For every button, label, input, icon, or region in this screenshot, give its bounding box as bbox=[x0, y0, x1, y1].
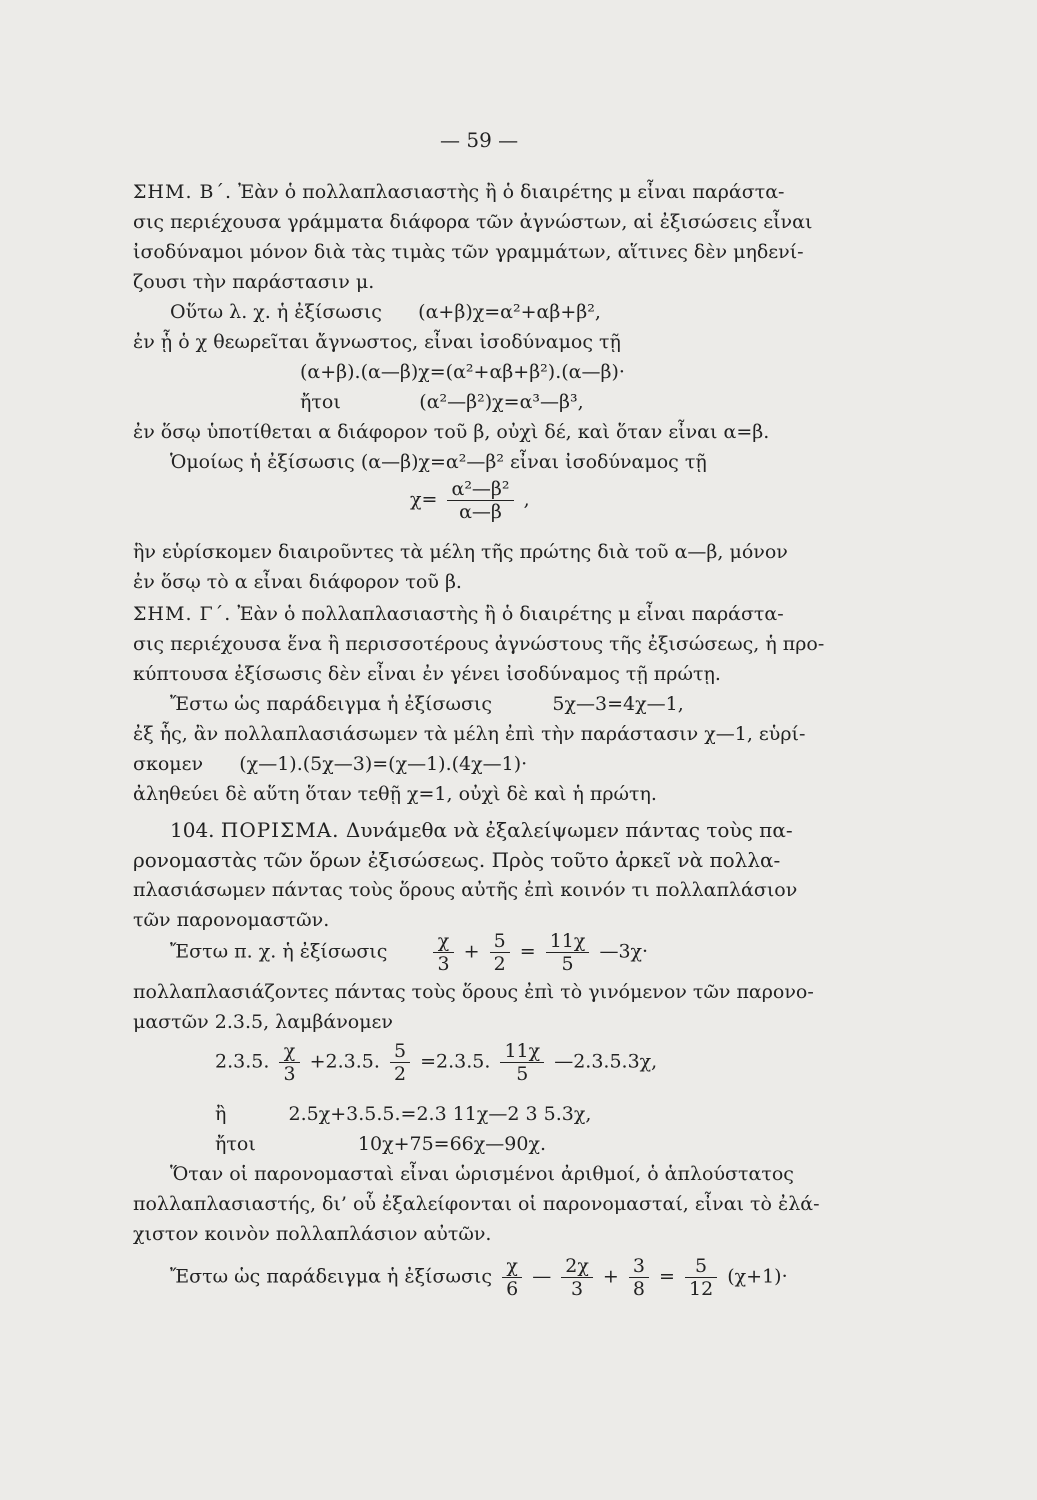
sim-g-line-2: σις περιέχουσα ἕνα ἢ περισσοτέρους ἀγνώστους τῆς ἐξισώσεως, ἡ προ- bbox=[133, 633, 825, 655]
closing-line-2: πολλαπλασιαστής, δι’ οὗ ἐξαλείφονται οἱ παρονομασταί, εἶναι τὸ ἐλά- bbox=[133, 1193, 820, 1215]
sim-b-line-11: ἣν εὑρίσκομεν διαιροῦντες τὰ μέλη τῆς πρώτης διὰ τοῦ α—β, μόνον bbox=[133, 541, 788, 563]
example1-frac-3 bbox=[546, 930, 590, 975]
fraction-numerator: α²—β² bbox=[447, 478, 513, 501]
fraction-denominator: α—β bbox=[459, 501, 502, 523]
page-number: — 59 — bbox=[440, 128, 519, 152]
product-term: 2.3.5. bbox=[215, 1050, 270, 1073]
sim-b-label: ΣΗΜ. Β΄. bbox=[133, 181, 233, 203]
denominator: 3 bbox=[437, 953, 450, 975]
porisma-line-3: πλασιάσωμεν πάντας τοὺς ὅρους αὐτῆς ἐπὶ κοινόν τι πολλαπλάσιον bbox=[133, 879, 798, 901]
fraction-lhs: χ= bbox=[410, 488, 438, 511]
numerator: χ bbox=[502, 1255, 522, 1278]
example1-intro: Ἔστω π. χ. ἡ ἐξίσωσις bbox=[170, 940, 388, 963]
numerator: 2χ bbox=[561, 1255, 593, 1278]
plus-sign: + bbox=[463, 940, 480, 963]
example1-frac-2 bbox=[490, 930, 510, 975]
denominator: 8 bbox=[632, 1278, 645, 1300]
fraction bbox=[447, 478, 513, 523]
sim-g-label: ΣΗΜ. Γ΄. bbox=[133, 603, 232, 625]
fraction bbox=[390, 1040, 410, 1085]
example1-equation bbox=[170, 930, 648, 975]
sim-b-line-1 bbox=[133, 180, 784, 204]
example1-multiplied-equation bbox=[215, 1040, 657, 1085]
plus-sign: + bbox=[602, 1265, 619, 1288]
numerator: 3 bbox=[629, 1255, 649, 1278]
sim-g-line-1 bbox=[133, 602, 784, 626]
sim-b-equation-1: (α+β).(α—β)χ=(α²+αβ+β²).(α—β)· bbox=[300, 361, 625, 383]
numerator: 5 bbox=[685, 1255, 717, 1278]
sim-g-line-7: ἀληθεύει δὲ αὕτη ὅταν τεθῇ χ=1, οὐχὶ δὲ καὶ ἡ πρώτη. bbox=[133, 783, 657, 805]
denominator: 6 bbox=[506, 1278, 519, 1300]
numerator: 5 bbox=[490, 930, 510, 953]
sim-b-fraction-equation bbox=[410, 478, 530, 523]
itoi-expression: 10χ+75=66χ—90χ. bbox=[357, 1133, 547, 1155]
denominator: 3 bbox=[571, 1278, 584, 1300]
example2-tail: (χ+1)· bbox=[727, 1265, 788, 1288]
example1-frac-1 bbox=[433, 930, 453, 975]
product-term: —2.3.5.3χ, bbox=[554, 1050, 658, 1073]
sim-g-text-1: Ἐὰν ὁ πολλαπλασιαστὴς ἢ ὁ διαιρέτης μ εἶναι παράστα- bbox=[237, 603, 784, 625]
numerator: 5 bbox=[390, 1040, 410, 1063]
porisma-title: ΠΟΡΙΣΜΑ. bbox=[220, 818, 340, 842]
numerator: 11χ bbox=[546, 930, 590, 953]
example2-frac-1 bbox=[502, 1255, 522, 1300]
sim-g-line-6: σκομεν (χ—1).(5χ—3)=(χ—1).(4χ—1)· bbox=[133, 753, 528, 775]
itoi-label: ἤτοι bbox=[215, 1133, 256, 1155]
or-label: ἢ bbox=[215, 1103, 227, 1125]
sim-b-equation-2: ἤτοι (α²—β²)χ=α³—β³, bbox=[300, 391, 584, 413]
sim-b-line-6: ἐν ᾗ ὁ χ θεωρεῖται ἄγνωστος, εἶναι ἰσοδύναμος τῇ bbox=[133, 331, 621, 353]
numerator: χ bbox=[279, 1040, 299, 1063]
equals-sign: = bbox=[659, 1265, 675, 1288]
sim-b-text-1: Ἐὰν ὁ πολλαπλασιαστὴς ἢ ὁ διαιρέτης μ εἶναι παράστα- bbox=[238, 181, 785, 203]
example1-tail: —3χ· bbox=[599, 940, 649, 963]
porisma-text-1: Δυνάμεθα νὰ ἐξαλείψωμεν πάντας τοὺς πα- bbox=[345, 818, 793, 842]
porisma-line-2: ρονομαστὰς τῶν ὅρων ἐξισώσεως. Πρὸς τοῦτο ἀρκεῖ νὰ πολλα- bbox=[133, 848, 781, 872]
sim-b-line-10: Ὁμοίως ἡ ἐξίσωσις (α—β)χ=α²—β² εἶναι ἰσοδύναμος τῇ bbox=[170, 451, 707, 473]
example1-itoi-line bbox=[215, 1132, 546, 1156]
denominator: 3 bbox=[283, 1063, 296, 1085]
example1-line-1: πολλαπλασιάζοντες πάντας τοὺς ὅρους ἐπὶ τὸ γινόμενον τῶν παρονο- bbox=[133, 981, 814, 1003]
closing-line-1: Ὅταν οἱ παρονομασταὶ εἶναι ὡρισμένοι ἀριθμοί, ὁ ἁπλούστατος bbox=[170, 1163, 794, 1185]
denominator: 2 bbox=[493, 953, 506, 975]
product-term: =2.3.5. bbox=[420, 1050, 491, 1073]
denominator: 5 bbox=[561, 953, 574, 975]
product-term: +2.3.5. bbox=[309, 1050, 380, 1073]
example2-frac-3 bbox=[629, 1255, 649, 1300]
denominator: 5 bbox=[516, 1063, 529, 1085]
example1-or-line bbox=[215, 1102, 591, 1126]
sim-b-line-3: ἰσοδύναμοι μόνον διὰ τὰς τιμὰς τῶν γραμμάτων, αἵτινες δὲν μηδενί- bbox=[133, 241, 804, 263]
porisma-line-4: τῶν παρονομαστῶν. bbox=[133, 909, 330, 931]
example2-frac-2 bbox=[561, 1255, 593, 1300]
fraction bbox=[279, 1040, 299, 1085]
sim-b-line-2: σις περιέχουσα γράμματα διάφορα τῶν ἀγνώστων, αἱ ἐξισώσεις εἶναι bbox=[133, 211, 813, 233]
sim-b-line-5: Οὕτω λ. χ. ἡ ἐξίσωσις (α+β)χ=α²+αβ+β², bbox=[170, 301, 601, 323]
minus-sign: — bbox=[532, 1265, 552, 1288]
example2-equation bbox=[170, 1255, 788, 1300]
sim-g-line-4: Ἔστω ὡς παράδειγμα ἡ ἐξίσωσις 5χ—3=4χ—1, bbox=[170, 693, 684, 715]
sim-g-line-3: κύπτουσα ἐξίσωσις δὲν εἶναι ἐν γένει ἰσοδύναμος τῇ πρώτῃ. bbox=[133, 663, 721, 685]
example1-line-2: μαστῶν 2.3.5, λαμβάνομεν bbox=[133, 1011, 393, 1033]
equals-sign: = bbox=[519, 940, 536, 963]
porisma-line-1 bbox=[170, 818, 793, 842]
denominator: 2 bbox=[393, 1063, 407, 1085]
example2-frac-4 bbox=[685, 1255, 717, 1300]
sim-b-line-12: ἐν ὅσῳ τὸ α εἶναι διάφορον τοῦ β. bbox=[133, 571, 462, 593]
or-expression: 2.5χ+3.5.5.=2.3 11χ—2 3 5.3χ, bbox=[288, 1103, 592, 1125]
numerator: 11χ bbox=[500, 1040, 544, 1063]
closing-line-3: χιστον κοινὸν πολλαπλάσιον αὐτῶν. bbox=[133, 1223, 492, 1245]
sim-g-line-5: ἐξ ἧς, ἂν πολλαπλασιάσωμεν τὰ μέλη ἐπὶ τὴν παράστασιν χ—1, εὑρί- bbox=[133, 723, 806, 745]
sim-b-line-9: ἐν ὅσῳ ὑποτίθεται α διάφορον τοῦ β, οὐχὶ δέ, καὶ ὅταν εἶναι α=β. bbox=[133, 421, 770, 443]
porisma-number: 104. bbox=[170, 818, 215, 842]
numerator: χ bbox=[433, 930, 453, 953]
fraction bbox=[500, 1040, 544, 1085]
fraction-tail: , bbox=[523, 488, 530, 511]
example2-intro: Ἔστω ὡς παράδειγμα ἡ ἐξίσωσις bbox=[170, 1265, 493, 1288]
sim-b-line-4: ζουσι τὴν παράστασιν μ. bbox=[133, 271, 375, 293]
denominator: 12 bbox=[689, 1278, 714, 1300]
